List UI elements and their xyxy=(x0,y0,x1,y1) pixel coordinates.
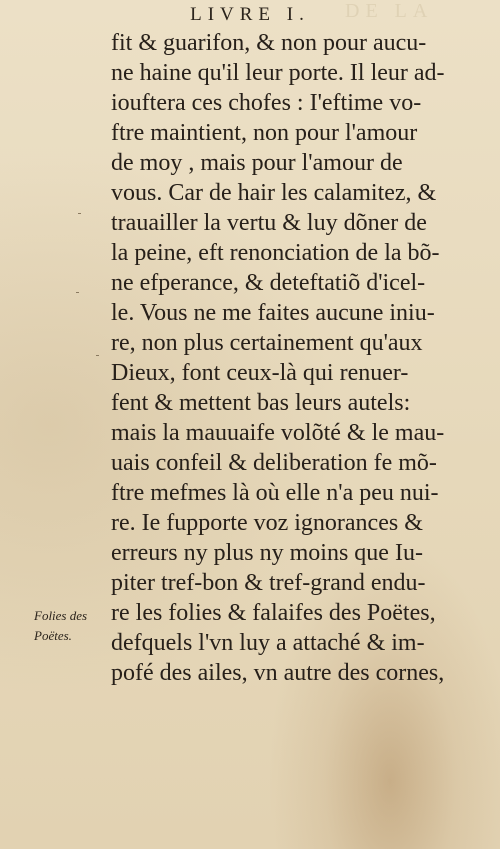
text-line: pofé des ailes, vn autre des cornes, xyxy=(111,660,445,686)
text-line: defquels l'vn luy a attaché & im- xyxy=(111,630,425,656)
text-line: uais confeil & deliberation fe mõ- xyxy=(111,450,437,476)
text-line: Dieux, font ceux-là qui renuer- xyxy=(111,360,409,386)
text-line: trauailler la vertu & luy dõner de xyxy=(111,210,427,236)
text-line: erreurs ny plus ny moins que Iu- xyxy=(111,540,423,566)
marginal-note xyxy=(34,606,114,646)
paper-speck xyxy=(96,355,99,356)
text-line: re, non plus certainement qu'aux xyxy=(111,330,423,356)
text-line: fent & mettent bas leurs autels: xyxy=(111,390,411,416)
text-line: ftre mefmes là où elle n'a peu nui- xyxy=(111,480,439,506)
running-head: LIVRE I. xyxy=(190,4,310,25)
paper-speck xyxy=(78,213,81,214)
body-text xyxy=(111,28,461,688)
text-line: ne haine qu'il leur porte. Il leur ad- xyxy=(111,60,445,86)
text-line: piter tref-bon & tref-grand endu- xyxy=(111,570,426,596)
text-line: la peine, eft renonciation de la bõ- xyxy=(111,240,440,266)
text-line: ftre maintient, non pour l'amour xyxy=(111,120,418,146)
marginal-note-line: Poëtes. xyxy=(34,628,72,643)
marginal-note-line: Folies des xyxy=(34,608,88,623)
text-line: re. Ie fupporte voz ignorances & xyxy=(111,510,423,536)
text-line: iouftera ces chofes : I'eftime vo- xyxy=(111,90,422,116)
text-line: mais la mauuaife volõté & le mau- xyxy=(111,420,445,446)
text-line: de moy , mais pour l'amour de xyxy=(111,150,403,176)
text-line: le. Vous ne me faites aucune iniu- xyxy=(111,300,435,326)
bleed-through-text: DE LA xyxy=(345,0,434,22)
text-line: vous. Car de hair les calamitez, & xyxy=(111,180,437,206)
paper-speck xyxy=(76,292,79,293)
text-line: fit & guarifon, & non pour aucu- xyxy=(111,30,427,56)
text-line: ne efperance, & deteftatiõ d'icel- xyxy=(111,270,426,296)
text-line: re les folies & falaifes des Poëtes, xyxy=(111,600,436,626)
